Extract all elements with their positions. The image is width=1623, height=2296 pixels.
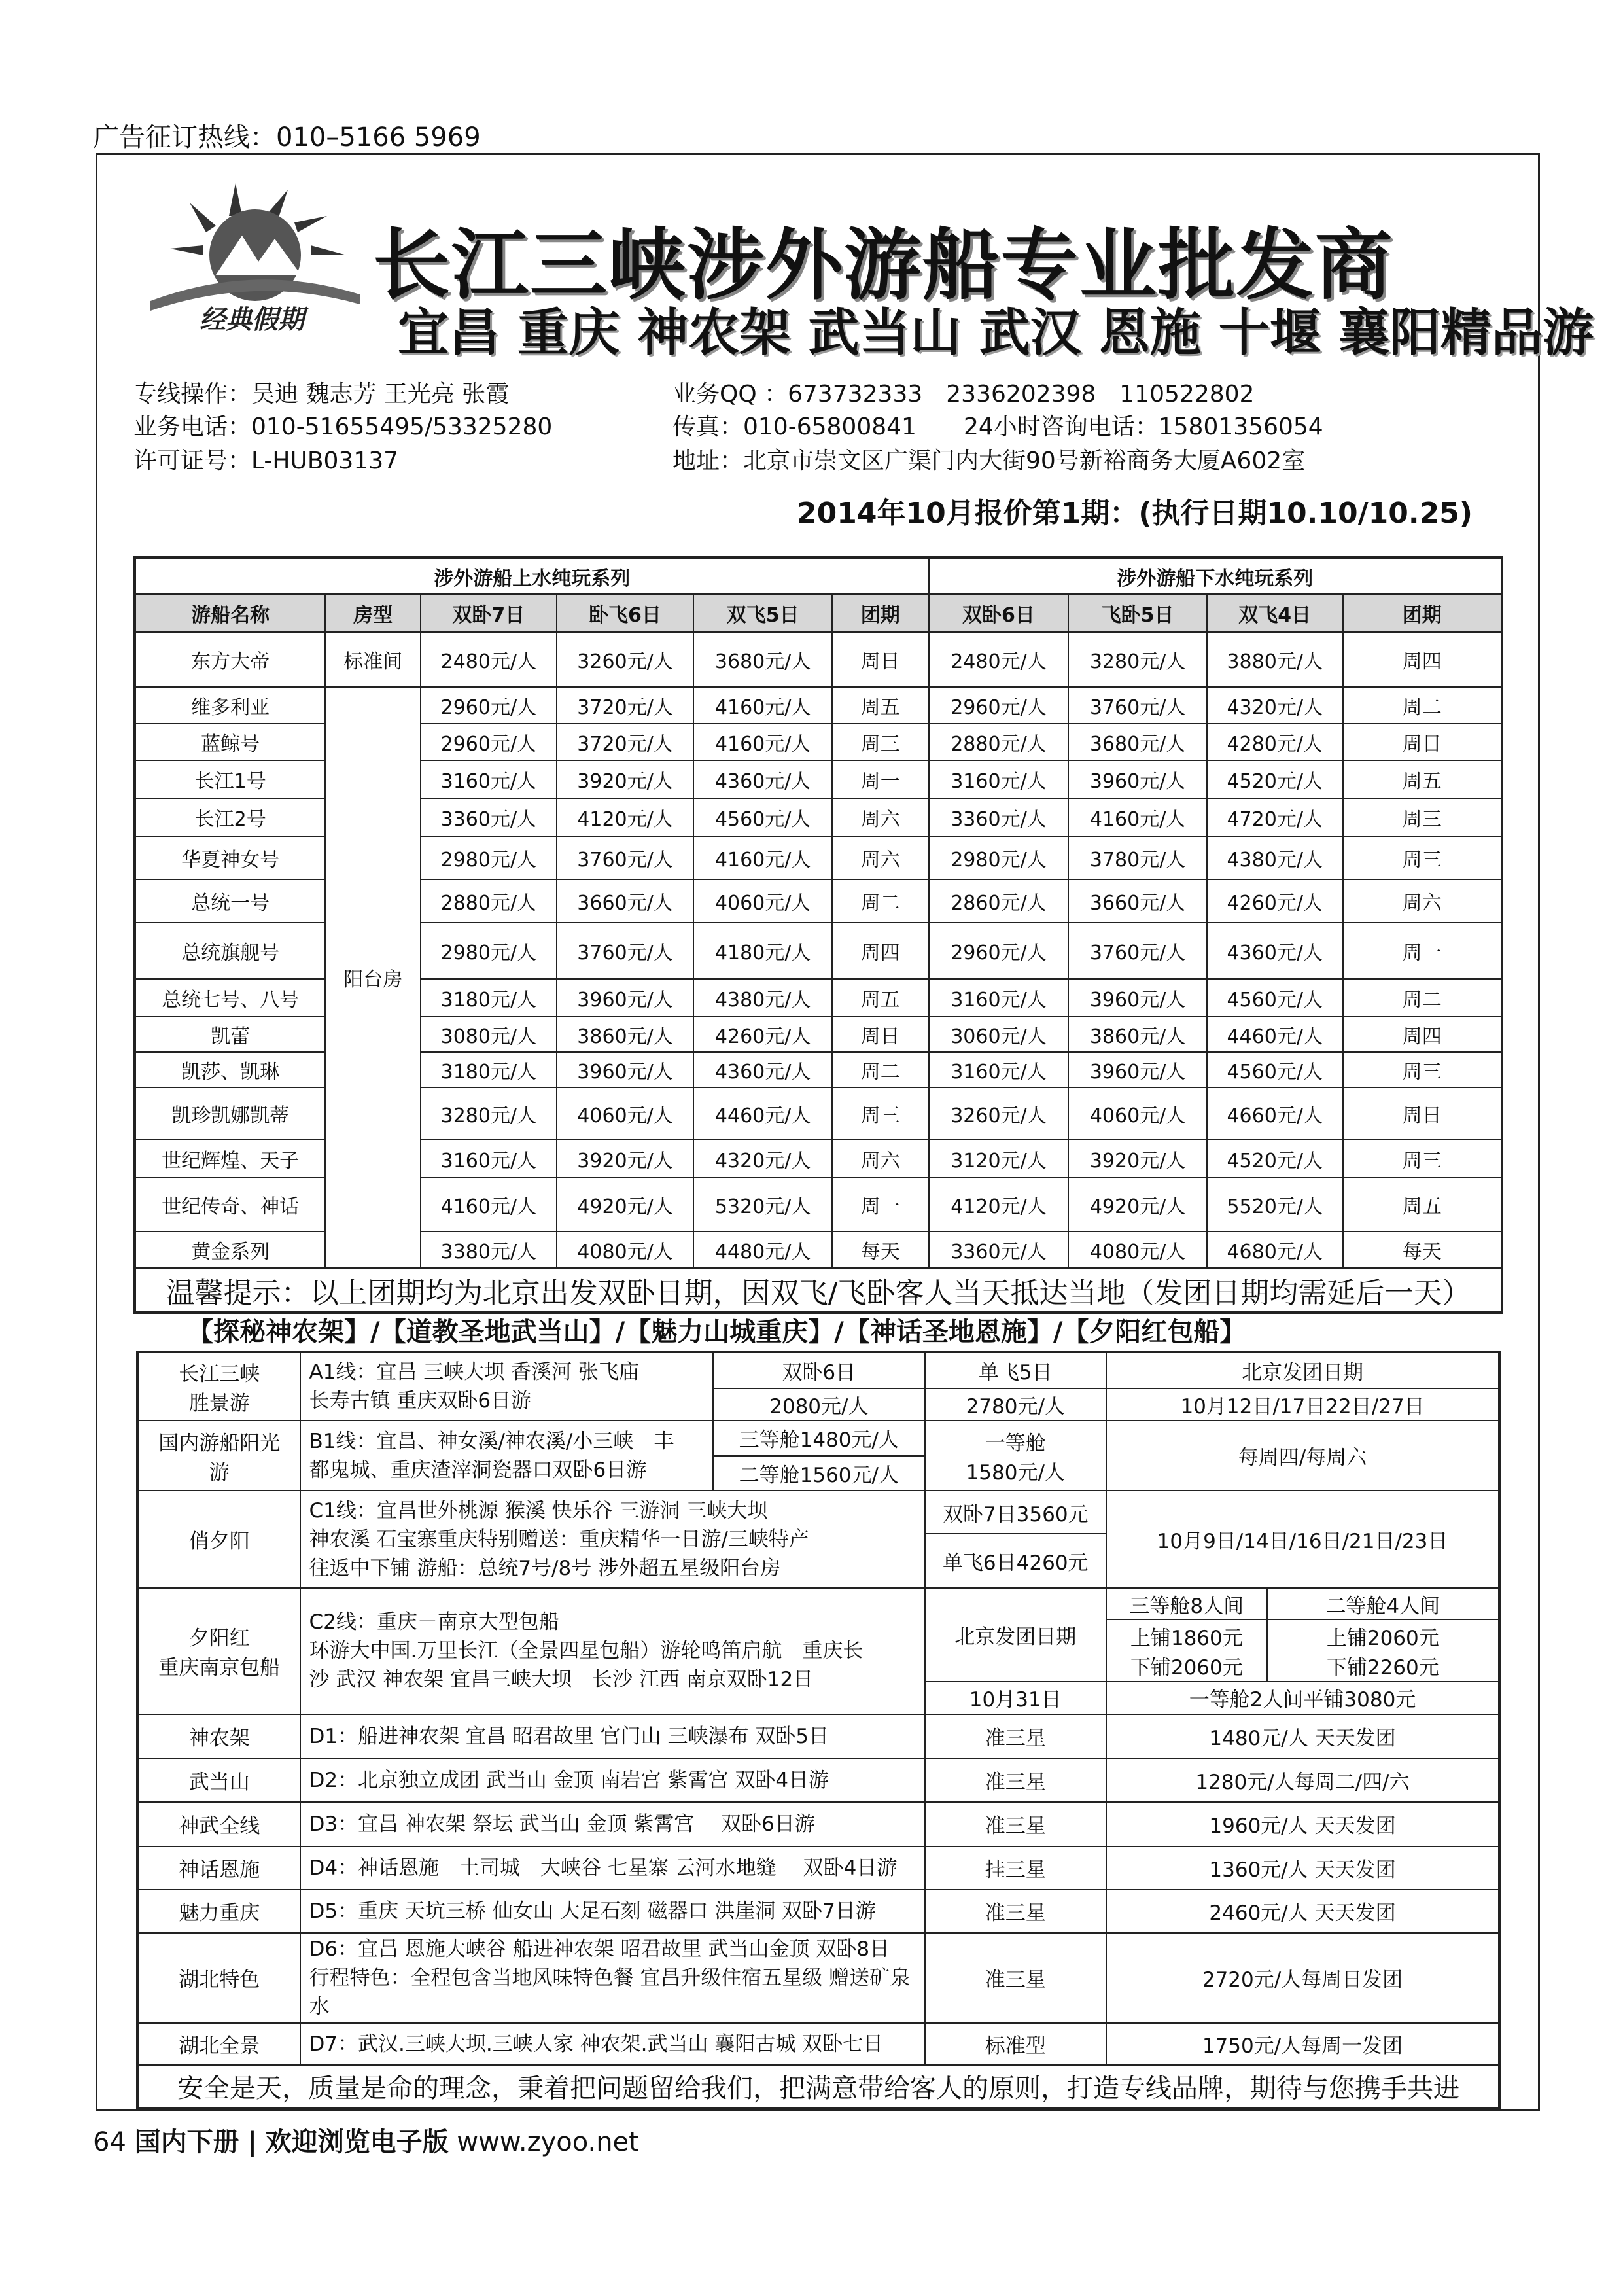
price-cell: 2720元/人每周日发团 bbox=[1106, 1933, 1499, 2023]
price-cell: 4720元/人 bbox=[1207, 798, 1343, 836]
price-cell: 4480元/人 bbox=[693, 1231, 832, 1268]
price-cell: 3960元/人 bbox=[1068, 1052, 1207, 1087]
price-cell: 3160元/人 bbox=[929, 1052, 1069, 1087]
price-cell: 4280元/人 bbox=[1207, 724, 1343, 760]
cruise-name: 总统一号 bbox=[135, 879, 325, 923]
tour-desc-line: 都鬼城、重庆渣滓洞瓷器口双卧6日游 bbox=[309, 1458, 647, 1482]
price-cell: 4160元/人 bbox=[693, 724, 832, 760]
room-type: 标准间 bbox=[325, 632, 421, 687]
cruise-name: 凯莎、凯琳 bbox=[135, 1052, 325, 1087]
price-cell: 3780元/人 bbox=[1068, 836, 1207, 879]
price-cell: 4160元/人 bbox=[693, 836, 832, 879]
hotel-level: 准三星 bbox=[925, 1890, 1107, 1933]
price-cell: 3660元/人 bbox=[557, 879, 694, 923]
departure-day: 周二 bbox=[832, 879, 929, 923]
price-cell: 3880元/人 bbox=[1207, 632, 1343, 687]
table-row bbox=[135, 632, 1502, 687]
price-cell: 4260元/人 bbox=[1207, 879, 1343, 923]
table-row bbox=[137, 1491, 1499, 1534]
page-number: 64 bbox=[93, 2127, 126, 2157]
tour-name-line: 国内游船阳光 bbox=[158, 1431, 281, 1455]
price-cell: 3280元/人 bbox=[1068, 632, 1207, 687]
price-cell: 3760元/人 bbox=[557, 836, 694, 879]
price-cell: 3160元/人 bbox=[421, 1140, 557, 1178]
departure-dates: 10月9日/14日/16日/21日/23日 bbox=[1106, 1491, 1499, 1587]
cabin-price-line: 下铺2260元 bbox=[1326, 1655, 1439, 1680]
tour-desc-line: 往返中下铺 游船：总统7号/8号 涉外超五星级阳台房 bbox=[309, 1556, 781, 1580]
price-cell: 2480元/人 bbox=[929, 632, 1069, 687]
price-cell: 5320元/人 bbox=[693, 1178, 832, 1231]
cruise-name: 总统旗舰号 bbox=[135, 923, 325, 979]
price-cell: 4320元/人 bbox=[1207, 687, 1343, 724]
price-cell: 4320元/人 bbox=[693, 1140, 832, 1178]
tour-desc: D3：宜昌 神农架 祭坛 武当山 金顶 紫霄宫 双卧6日游 bbox=[300, 1802, 924, 1846]
price-cell: 3360元/人 bbox=[929, 1231, 1069, 1268]
departure-day: 周日 bbox=[1343, 724, 1502, 760]
departure-day: 周一 bbox=[1343, 923, 1502, 979]
departure-day: 周日 bbox=[832, 632, 929, 687]
price-cell: 3720元/人 bbox=[557, 687, 694, 724]
footer-text: 欢迎浏览电子版 bbox=[265, 2127, 449, 2157]
hotel-level: 准三星 bbox=[925, 1933, 1107, 2023]
price-cell: 2980元/人 bbox=[421, 836, 557, 879]
tour-name bbox=[137, 1352, 300, 1421]
tour-name-line: 长江三峡 bbox=[179, 1362, 260, 1386]
price-cell: 4360元/人 bbox=[693, 760, 832, 798]
departure-day: 周五 bbox=[1343, 760, 1502, 798]
price-cell: 3260元/人 bbox=[557, 632, 694, 687]
departure-day: 周三 bbox=[1343, 1140, 1502, 1178]
price-cell: 3160元/人 bbox=[929, 979, 1069, 1017]
departure-day: 周五 bbox=[832, 979, 929, 1017]
price-cell: 2980元/人 bbox=[421, 923, 557, 979]
tour-name: 湖北特色 bbox=[137, 1933, 300, 2023]
tour-name: 魅力重庆 bbox=[137, 1890, 300, 1933]
cruise-name: 长江1号 bbox=[135, 760, 325, 798]
cruise-name: 维多利亚 bbox=[135, 687, 325, 724]
price-cell: 3160元/人 bbox=[929, 760, 1069, 798]
price-cell: 4360元/人 bbox=[693, 1052, 832, 1087]
tour-desc-line: C2线：重庆－南京大型包船 bbox=[309, 1610, 559, 1634]
table-row bbox=[137, 1352, 1499, 1388]
price-cell: 4660元/人 bbox=[1207, 1087, 1343, 1140]
cruise-name: 东方大帝 bbox=[135, 632, 325, 687]
sun-mountain-logo-icon bbox=[137, 164, 373, 334]
departure-day: 周日 bbox=[832, 1017, 929, 1052]
price-cell: 3180元/人 bbox=[421, 1052, 557, 1087]
price-period: 2014年10月报价第1期：(执行日期10.10/10.25) bbox=[797, 497, 1473, 530]
price-cell: 二等舱1560元/人 bbox=[713, 1456, 924, 1491]
price-cell: 3960元/人 bbox=[557, 1052, 694, 1087]
tour-name: 湖北全景 bbox=[137, 2023, 300, 2065]
price-cell: 三等舱1480元/人 bbox=[713, 1421, 924, 1456]
col-header: 房型 bbox=[325, 594, 421, 632]
price-cell: 3920元/人 bbox=[557, 760, 694, 798]
price-cell: 1750元/人每周一发团 bbox=[1106, 2023, 1499, 2065]
price-cell: 4520元/人 bbox=[1207, 1140, 1343, 1178]
price-cell: 4060元/人 bbox=[557, 1087, 694, 1140]
departure-day: 周三 bbox=[1343, 1052, 1502, 1087]
tour-desc bbox=[300, 1491, 924, 1587]
price-cell: 4520元/人 bbox=[1207, 760, 1343, 798]
price-cell: 4380元/人 bbox=[1207, 836, 1343, 879]
col-header: 双飞5日 bbox=[693, 594, 832, 632]
price-cell: 4180元/人 bbox=[693, 923, 832, 979]
price-cell: 4560元/人 bbox=[1207, 979, 1343, 1017]
tour-desc bbox=[300, 1933, 924, 2023]
price-cell: 4260元/人 bbox=[693, 1017, 832, 1052]
table-row bbox=[137, 1802, 1499, 1846]
price-cell: 3860元/人 bbox=[557, 1017, 694, 1052]
departure-dates: 10月31日 bbox=[925, 1682, 1107, 1714]
tour-name bbox=[137, 1421, 300, 1491]
price-cell: 4120元/人 bbox=[557, 798, 694, 836]
departure-day: 周二 bbox=[832, 1052, 929, 1087]
price-cell: 3680元/人 bbox=[1068, 724, 1207, 760]
departure-day: 周三 bbox=[1343, 798, 1502, 836]
departure-day: 每天 bbox=[1343, 1231, 1502, 1268]
price-cell: 4080元/人 bbox=[1068, 1231, 1207, 1268]
price-cell: 2960元/人 bbox=[421, 687, 557, 724]
table-row bbox=[137, 1890, 1499, 1933]
price-cell: 4680元/人 bbox=[1207, 1231, 1343, 1268]
website-link[interactable]: www.zyoo.net bbox=[457, 2127, 639, 2157]
cabin-price-line: 上铺2060元 bbox=[1326, 1626, 1439, 1650]
departure-day: 周四 bbox=[1343, 1017, 1502, 1052]
price-cell: 3360元/人 bbox=[421, 798, 557, 836]
contact-phone: 业务电话：010-51655495/53325280 bbox=[133, 414, 553, 440]
price-cell: 4060元/人 bbox=[693, 879, 832, 923]
tour-desc: D7：武汉.三峡大坝.三峡人家 神农架.武当山 襄阳古城 双卧七日 bbox=[300, 2023, 924, 2065]
price-cell: 2980元/人 bbox=[929, 836, 1069, 879]
price-cell: 3180元/人 bbox=[421, 979, 557, 1017]
table-row bbox=[137, 1588, 1499, 1619]
cabin-price: 一等舱2人间平铺3080元 bbox=[1106, 1682, 1499, 1714]
col-header: 团期 bbox=[832, 594, 929, 632]
price-cell: 1960元/人 天天发团 bbox=[1106, 1802, 1499, 1846]
cabin-header: 三等舱8人间 bbox=[1106, 1588, 1267, 1619]
price-cell: 3280元/人 bbox=[421, 1087, 557, 1140]
price-cell: 3960元/人 bbox=[1068, 979, 1207, 1017]
price-cell: 3760元/人 bbox=[557, 923, 694, 979]
tour-desc-line: 沙 武汉 神农架 宜昌三峡大坝 长沙 江西 南京双卧12日 bbox=[309, 1668, 814, 1692]
tour-name-line: 重庆南京包船 bbox=[158, 1656, 281, 1680]
promo-header: 【探秘神农架】/【道教圣地武当山】/【魅力山城重庆】/【神话圣地恩施】/【夕阳红包船】 bbox=[187, 1317, 1246, 1347]
tour-name: 俏夕阳 bbox=[137, 1491, 300, 1587]
group-upstream: 涉外游船上水纯玩系列 bbox=[135, 557, 929, 594]
departure-day: 周四 bbox=[1343, 632, 1502, 687]
price-cell: 3920元/人 bbox=[557, 1140, 694, 1178]
price-cell: 3380元/人 bbox=[421, 1231, 557, 1268]
price-cell: 单飞6日4260元 bbox=[925, 1534, 1107, 1587]
hotel-level: 准三星 bbox=[925, 1802, 1107, 1846]
tour-desc: D5：重庆 天坑三桥 仙女山 大足石刻 磁器口 洪崖洞 双卧7日游 bbox=[300, 1890, 924, 1933]
contact-operators: 专线操作：吴迪 魏志芳 王光亮 张霞 bbox=[133, 381, 510, 408]
price-cell: 3920元/人 bbox=[1068, 1140, 1207, 1178]
price-line: 一等舱 bbox=[985, 1431, 1046, 1455]
table-row bbox=[137, 1421, 1499, 1456]
tour-desc: D1：船进神农架 宜昌 昭君故里 官门山 三峡瀑布 双卧5日 bbox=[300, 1714, 924, 1759]
price-cell: 3060元/人 bbox=[929, 1017, 1069, 1052]
col-header: 双卧7日 bbox=[421, 594, 557, 632]
price-cell: 2780元/人 bbox=[925, 1388, 1107, 1421]
price-cell: 4160元/人 bbox=[693, 687, 832, 724]
price-cell: 3360元/人 bbox=[929, 798, 1069, 836]
date-label: 北京发团日期 bbox=[925, 1588, 1107, 1682]
table-row bbox=[137, 1759, 1499, 1802]
tour-col-header: 双卧6日 bbox=[713, 1352, 924, 1388]
price-cell: 3960元/人 bbox=[1068, 760, 1207, 798]
price-cell: 4080元/人 bbox=[557, 1231, 694, 1268]
contact-qq: 业务QQ ：673732333 2336202398 110522802 bbox=[672, 381, 1255, 408]
cruise-price-table bbox=[133, 556, 1503, 1314]
table-row bbox=[137, 1846, 1499, 1890]
company-title: 长江三峡涉外游船专业批发商 bbox=[373, 220, 1394, 310]
hotel-level: 挂三星 bbox=[925, 1846, 1107, 1890]
section-name: 国内下册 bbox=[134, 2127, 239, 2157]
price-cell: 4920元/人 bbox=[1068, 1178, 1207, 1231]
price-cell: 5520元/人 bbox=[1207, 1178, 1343, 1231]
departure-day: 周六 bbox=[1343, 879, 1502, 923]
price-cell: 3760元/人 bbox=[1068, 923, 1207, 979]
hotel-level: 标准型 bbox=[925, 2023, 1107, 2065]
tour-name: 武当山 bbox=[137, 1759, 300, 1802]
price-cell: 4560元/人 bbox=[693, 798, 832, 836]
footer-separator: | bbox=[247, 2127, 257, 2157]
hotel-level: 准三星 bbox=[925, 1759, 1107, 1802]
tour-desc-line: 环游大中国.万里长江（全景四星包船）游轮鸣笛启航 重庆长 bbox=[309, 1639, 864, 1663]
price-cell: 2460元/人 天天发团 bbox=[1106, 1890, 1499, 1933]
warm-tip: 温馨提示：以上团期均为北京出发双卧日期，因双飞/飞卧客人当天抵达当地（发团日期均需延后一天） bbox=[135, 1268, 1502, 1313]
cruise-name: 凯珍凯娜凯蒂 bbox=[135, 1087, 325, 1140]
tour-desc bbox=[300, 1421, 713, 1491]
table-row bbox=[135, 687, 1502, 724]
price-cell: 4560元/人 bbox=[1207, 1052, 1343, 1087]
contact-address: 地址：北京市崇文区广渠门内大街90号新裕商务大厦A602室 bbox=[672, 448, 1306, 474]
price-cell: 2880元/人 bbox=[421, 879, 557, 923]
departure-day: 周五 bbox=[1343, 1178, 1502, 1231]
tour-price-table bbox=[136, 1351, 1501, 2110]
col-header: 飞卧5日 bbox=[1068, 594, 1207, 632]
cabin-price-line: 下铺2060元 bbox=[1130, 1655, 1243, 1680]
price-cell: 4160元/人 bbox=[1068, 798, 1207, 836]
price-cell: 2880元/人 bbox=[929, 724, 1069, 760]
price-cell: 3660元/人 bbox=[1068, 879, 1207, 923]
price-cell: 4380元/人 bbox=[693, 979, 832, 1017]
departure-day: 周六 bbox=[832, 1140, 929, 1178]
price-cell: 2860元/人 bbox=[929, 879, 1069, 923]
company-subtitle: 宜昌 重庆 神农架 武当山 武汉 恩施 十堰 襄阳精品游 bbox=[398, 304, 1594, 362]
tour-name bbox=[137, 1588, 300, 1714]
table-row bbox=[137, 1933, 1499, 2023]
cruise-name: 黄金系列 bbox=[135, 1231, 325, 1268]
departure-day: 周日 bbox=[1343, 1087, 1502, 1140]
departure-day: 周六 bbox=[832, 798, 929, 836]
price-cell: 1480元/人 天天发团 bbox=[1106, 1714, 1499, 1759]
cabin-header: 二等舱4人间 bbox=[1267, 1588, 1499, 1619]
cabin-price bbox=[1106, 1619, 1267, 1682]
price-cell: 3680元/人 bbox=[693, 632, 832, 687]
tour-desc: D2：北京独立成团 武当山 金顶 南岩宫 紫霄宫 双卧4日游 bbox=[300, 1759, 924, 1802]
price-cell: 2080元/人 bbox=[713, 1388, 924, 1421]
cruise-name: 总统七号、八号 bbox=[135, 979, 325, 1017]
price-cell: 4120元/人 bbox=[929, 1178, 1069, 1231]
tour-desc-line: 行程特色：全程包含当地风味特色餐 宜昌升级住宿五星级 赠送矿泉水 bbox=[309, 1966, 911, 2019]
price-cell: 4060元/人 bbox=[1068, 1087, 1207, 1140]
price-cell: 3860元/人 bbox=[1068, 1017, 1207, 1052]
tour-desc-line: D6：宜昌 恩施大峡谷 船进神农架 昭君故里 武当山金顶 双卧8日 bbox=[309, 1937, 890, 1961]
company-motto: 安全是天，质量是命的理念，秉着把问题留给我们，把满意带给客人的原则，打造专线品牌，期待与您携手共进 bbox=[137, 2065, 1499, 2108]
departure-day: 周一 bbox=[832, 1178, 929, 1231]
tour-desc-line: C1线：宜昌世外桃源 猴溪 快乐谷 三游洞 三峡大坝 bbox=[309, 1498, 768, 1523]
tour-desc bbox=[300, 1588, 924, 1714]
price-cell: 3760元/人 bbox=[1068, 687, 1207, 724]
cruise-name: 世纪传奇、神话 bbox=[135, 1178, 325, 1231]
departure-day: 周三 bbox=[1343, 836, 1502, 879]
tour-name: 神农架 bbox=[137, 1714, 300, 1759]
price-cell: 2960元/人 bbox=[929, 687, 1069, 724]
departure-day: 每天 bbox=[832, 1231, 929, 1268]
price-cell: 3080元/人 bbox=[421, 1017, 557, 1052]
ad-hotline: 广告征订热线：010–5166 5969 bbox=[93, 122, 481, 152]
departure-dates: 每周四/每周六 bbox=[1106, 1421, 1499, 1491]
departure-day: 周二 bbox=[1343, 979, 1502, 1017]
cruise-name: 凯蕾 bbox=[135, 1017, 325, 1052]
contact-license: 许可证号：L-HUB03137 bbox=[133, 448, 399, 474]
departure-day: 周六 bbox=[832, 836, 929, 879]
departure-day: 周三 bbox=[832, 1087, 929, 1140]
cruise-name: 长江2号 bbox=[135, 798, 325, 836]
price-cell: 2480元/人 bbox=[421, 632, 557, 687]
tour-col-header: 单飞5日 bbox=[925, 1352, 1107, 1388]
col-header: 双卧6日 bbox=[929, 594, 1069, 632]
price-cell: 3120元/人 bbox=[929, 1140, 1069, 1178]
room-type: 阳台房 bbox=[325, 687, 421, 1268]
cruise-name: 华夏神女号 bbox=[135, 836, 325, 879]
table-row bbox=[137, 2023, 1499, 2065]
col-header: 游船名称 bbox=[135, 594, 325, 632]
cruise-name: 世纪辉煌、天子 bbox=[135, 1140, 325, 1178]
price-cell: 3960元/人 bbox=[557, 979, 694, 1017]
departure-day: 周一 bbox=[832, 760, 929, 798]
cruise-name: 蓝鲸号 bbox=[135, 724, 325, 760]
hotel-level: 准三星 bbox=[925, 1714, 1107, 1759]
tour-name-line: 夕阳红 bbox=[188, 1627, 250, 1651]
departure-day: 周四 bbox=[832, 923, 929, 979]
group-downstream: 涉外游船下水纯玩系列 bbox=[929, 557, 1502, 594]
departure-dates: 10月12日/17日22日/27日 bbox=[1106, 1388, 1499, 1421]
tour-col-header: 北京发团日期 bbox=[1106, 1352, 1499, 1388]
tour-name: 神武全线 bbox=[137, 1802, 300, 1846]
price-cell: 3260元/人 bbox=[929, 1087, 1069, 1140]
cabin-price bbox=[1267, 1619, 1499, 1682]
price-cell: 3720元/人 bbox=[557, 724, 694, 760]
price-cell: 双卧7日3560元 bbox=[925, 1491, 1107, 1534]
price-cell: 2960元/人 bbox=[421, 724, 557, 760]
tour-desc bbox=[300, 1352, 713, 1421]
tour-desc-line: 长寿古镇 重庆双卧6日游 bbox=[309, 1389, 532, 1413]
price-cell: 4460元/人 bbox=[693, 1087, 832, 1140]
tour-name: 神话恩施 bbox=[137, 1846, 300, 1890]
tour-desc-line: B1线：宜昌、神女溪/神农溪/小三峡 丰 bbox=[309, 1429, 674, 1453]
price-cell: 4920元/人 bbox=[557, 1178, 694, 1231]
price-cell bbox=[925, 1421, 1107, 1491]
contact-fax: 传真：010-65800841 24小时咨询电话：15801356054 bbox=[672, 414, 1323, 440]
tour-name-line: 游 bbox=[209, 1460, 230, 1485]
col-header: 团期 bbox=[1343, 594, 1502, 632]
tour-desc-line: 神农溪 石宝寨重庆特别赠送：重庆精华一日游/三峡特产 bbox=[309, 1527, 809, 1551]
price-cell: 2960元/人 bbox=[929, 923, 1069, 979]
tour-desc: D4：神话恩施 土司城 大峡谷 七星寨 云河水地缝 双卧4日游 bbox=[300, 1846, 924, 1890]
price-cell: 1360元/人 天天发团 bbox=[1106, 1846, 1499, 1890]
col-header: 双飞4日 bbox=[1207, 594, 1343, 632]
logo-caption: 经典假期 bbox=[200, 304, 304, 334]
price-cell: 4360元/人 bbox=[1207, 923, 1343, 979]
departure-day: 周二 bbox=[1343, 687, 1502, 724]
tour-desc-line: A1线：宜昌 三峡大坝 香溪河 张飞庙 bbox=[309, 1360, 639, 1385]
tour-name-line: 胜景游 bbox=[188, 1392, 250, 1416]
cabin-price-line: 上铺1860元 bbox=[1130, 1626, 1243, 1650]
price-cell: 3160元/人 bbox=[421, 760, 557, 798]
page-footer bbox=[93, 2121, 639, 2159]
price-cell: 4460元/人 bbox=[1207, 1017, 1343, 1052]
price-line: 1580元/人 bbox=[966, 1460, 1065, 1485]
table-row bbox=[137, 1714, 1499, 1759]
col-header: 卧飞6日 bbox=[557, 594, 694, 632]
price-cell: 4160元/人 bbox=[421, 1178, 557, 1231]
price-cell: 1280元/人每周二/四/六 bbox=[1106, 1759, 1499, 1802]
departure-day: 周三 bbox=[832, 724, 929, 760]
departure-day: 周五 bbox=[832, 687, 929, 724]
